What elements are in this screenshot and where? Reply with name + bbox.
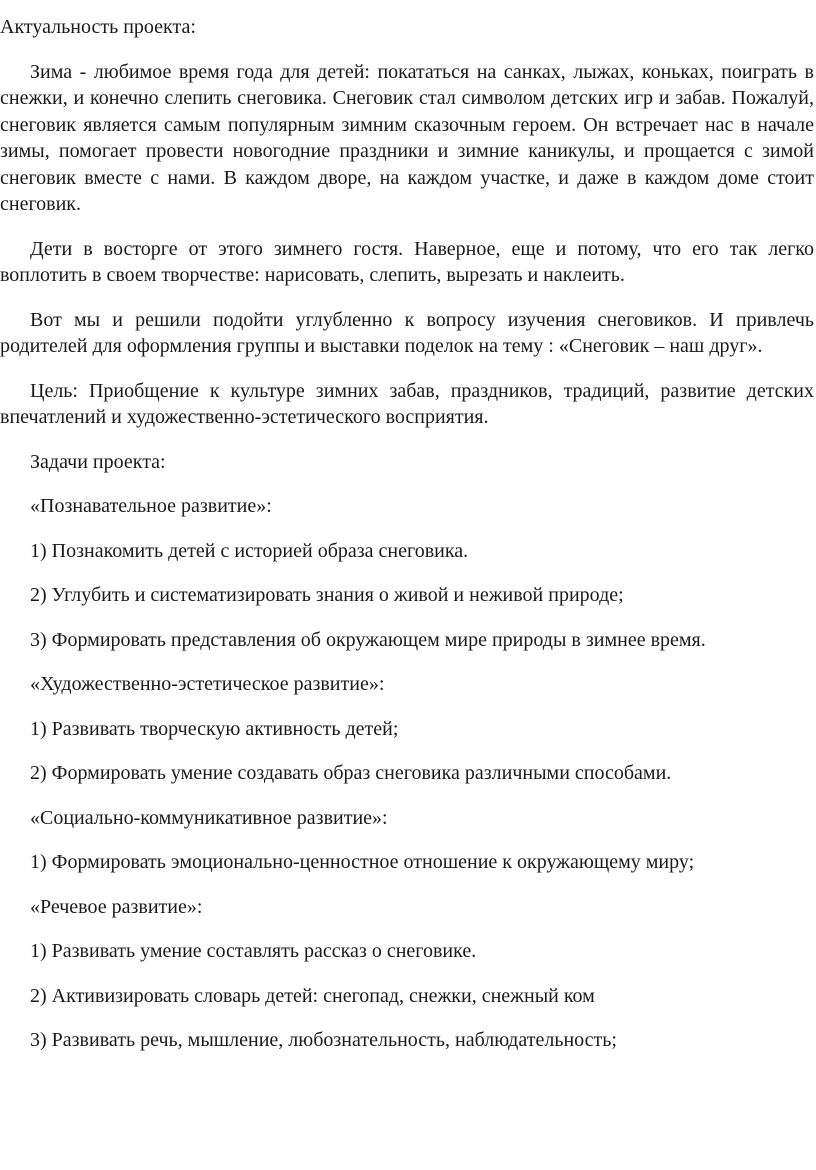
task-item: 2) Формировать умение создавать образ снеговика различными способами. — [30, 762, 672, 784]
section-title-artistic: «Художественно-эстетическое развитие»: — [30, 673, 385, 695]
paragraph-decision: Вот мы и решили подойти углубленно к вопросу изучения снеговиков. И привлечь родителей для оформления группы и выставки поделок на тему : «Снеговик – наш друг». — [0, 308, 814, 357]
section-title-cognitive: «Познавательное развитие»: — [30, 495, 272, 517]
doc-title: Актуальность проекта: — [0, 16, 196, 38]
task-item: 3) Формировать представления об окружающем мире природы в зимнее время. — [30, 628, 706, 651]
paragraph-relevance: Зима - любимое время года для детей: покататься на санках, лыжах, коньках, поиграть в снежки, и конечно слепить снеговика. Снеговик стал символом детских игр и забав. Пожалуй, снеговик является самым популярным зимним сказочным героем. Он встречает нас в начале зимы, помогает провести новогодние праздники и зимние каникулы, и прощается с зимой снеговик вместе с нами. В каждом дворе, на каждом участке, и даже в каждом доме стоит снеговик. — [0, 60, 814, 215]
paragraph-goal: Цель: Приобщение к культуре зимних забав, праздников, традиций, развитие детских впечатлений и художественно-эстетического восприятия. — [0, 379, 814, 428]
section-title-social: «Социально-коммуникативное развитие»: — [30, 806, 388, 829]
tasks-title: Задачи проекта: — [30, 450, 166, 473]
task-item: 1) Познакомить детей с историей образа снеговика. — [30, 539, 469, 562]
task-item: 2) Активизировать словарь детей: снегопад, снежки, снежный ком — [30, 984, 595, 1007]
task-item: 1) Развивать творческую активность детей; — [30, 717, 399, 740]
section-title-speech: «Речевое развитие»: — [30, 895, 203, 918]
task-item: 1) Развивать умение составлять рассказ о снеговике. — [30, 940, 477, 962]
paragraph-children-delight: Дети в восторге от этого зимнего гостя. Наверное, еще и потому, что его так легко воплотить в своем творчестве: нарисовать, слепить, вырезать и наклеить. — [0, 237, 814, 286]
task-item: 3) Развивать речь, мышление, любознательность, наблюдательность; — [30, 1029, 617, 1051]
task-item: 1) Формировать эмоционально-ценностное отношение к окружающему миру; — [30, 851, 695, 873]
task-item: 2) Углубить и систематизировать знания о живой и неживой природе; — [30, 584, 624, 606]
